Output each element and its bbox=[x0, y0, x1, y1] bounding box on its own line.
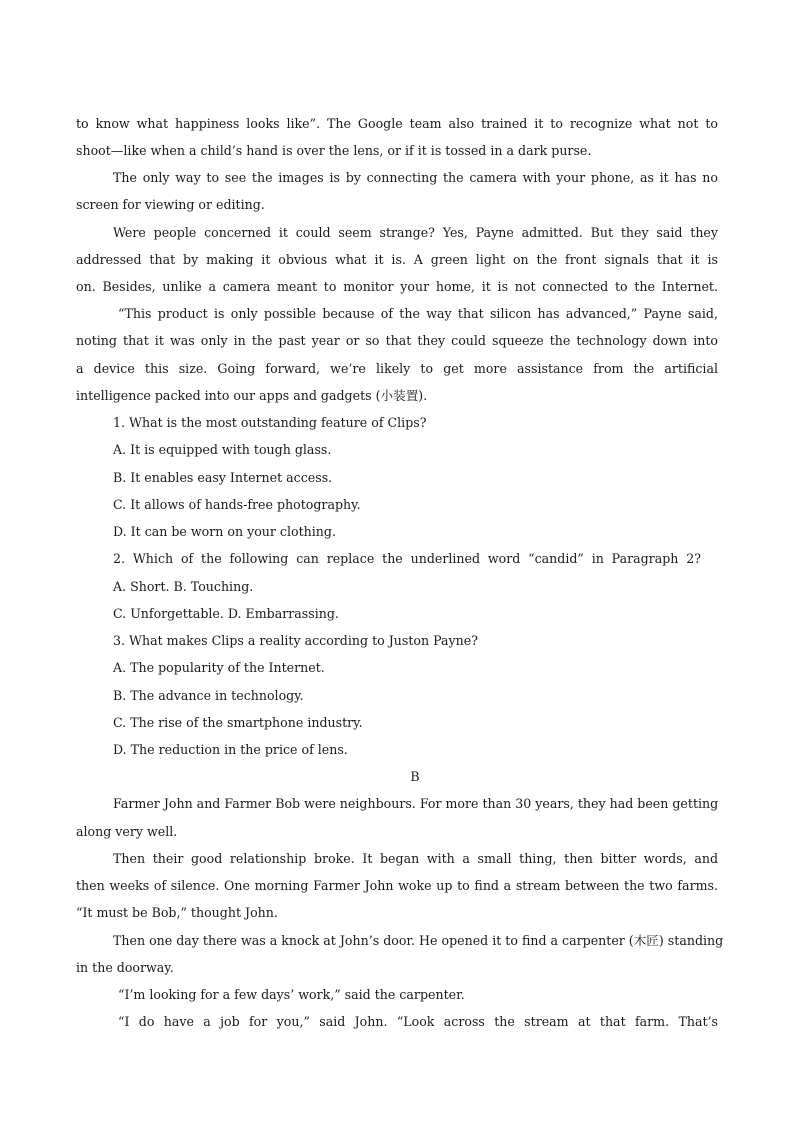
answer-option: B. It enables easy Internet access. bbox=[113, 470, 333, 485]
question-stem: 3. What makes Clips a reality according to Juston Payne? bbox=[113, 633, 478, 648]
passage-line: to know what happiness looks like”. The Google team also trained it to recognize what not to bbox=[76, 116, 718, 131]
passage-line: in the doorway. bbox=[76, 960, 174, 975]
answer-option: A. The popularity of the Internet. bbox=[113, 660, 325, 675]
passage-line: “This product is only possible because of the way that silicon has advanced,” Payne said, bbox=[118, 306, 718, 321]
answer-option: A. It is equipped with tough glass. bbox=[113, 442, 332, 457]
answer-option: C. Unforgettable. D. Embarrassing. bbox=[113, 606, 339, 621]
passage-line: Were people concerned it could seem strange? Yes, Payne admitted. But they said they bbox=[113, 225, 718, 240]
question-stem: 1. What is the most outstanding feature of Clips? bbox=[113, 415, 427, 430]
passage-line: Then one day there was a knock at John’s door. He opened it to find a carpenter (木匠) standing bbox=[113, 933, 724, 948]
passage-line: “I’m looking for a few days’ work,” said the carpenter. bbox=[118, 987, 465, 1002]
answer-option: A. Short. B. Touching. bbox=[113, 579, 254, 594]
answer-option: D. It can be worn on your clothing. bbox=[113, 524, 336, 539]
answer-option: C. It allows of hands-free photography. bbox=[113, 497, 361, 512]
question-stem: 2. Which of the following can replace the underlined word “candid” in Paragraph 2? bbox=[113, 551, 701, 566]
passage-line: along very well. bbox=[76, 824, 178, 839]
passage-line: Then their good relationship broke. It began with a small thing, then bitter words, and bbox=[113, 851, 718, 866]
passage-line: intelligence packed into our apps and gadgets (小装置). bbox=[76, 388, 428, 403]
passage-line: noting that it was only in the past year or so that they could squeeze the technology down into bbox=[76, 333, 718, 348]
section-heading: B bbox=[410, 769, 420, 784]
passage-line: The only way to see the images is by connecting the camera with your phone, as it has no bbox=[113, 170, 718, 185]
passage-line: “It must be Bob,” thought John. bbox=[76, 905, 278, 920]
answer-option: B. The advance in technology. bbox=[113, 688, 304, 703]
passage-line: “I do have a job for you,” said John. “Look across the stream at that farm. That’s bbox=[118, 1014, 718, 1029]
answer-option: D. The reduction in the price of lens. bbox=[113, 742, 348, 757]
answer-option: C. The rise of the smartphone industry. bbox=[113, 715, 363, 730]
passage-line: addressed that by making it obvious what it is. A green light on the front signals that it is bbox=[76, 252, 718, 267]
passage-line: on. Besides, unlike a camera meant to monitor your home, it is not connected to the Internet. bbox=[76, 279, 718, 294]
passage-line: then weeks of silence. One morning Farmer John woke up to find a stream between the two farms. bbox=[76, 878, 718, 893]
passage-line: screen for viewing or editing. bbox=[76, 197, 265, 212]
passage-line: a device this size. Going forward, we’re likely to get more assistance from the artificial bbox=[76, 361, 718, 376]
passage-line: shoot—like when a child’s hand is over the lens, or if it is tossed in a dark purse. bbox=[76, 143, 592, 158]
passage-line: Farmer John and Farmer Bob were neighbours. For more than 30 years, they had been getting bbox=[113, 796, 719, 811]
